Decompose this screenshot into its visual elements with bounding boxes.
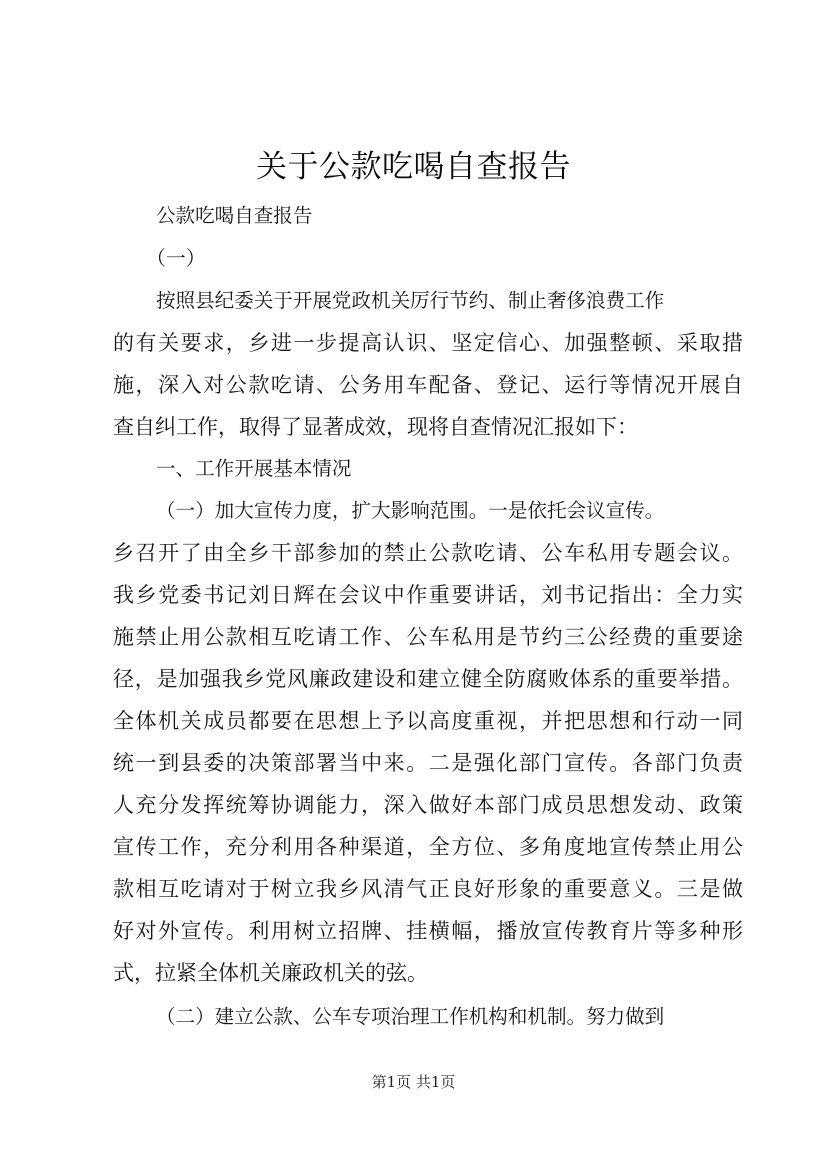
body-line: 统一到县委的决策部署当中来。二是强化部门宣传。各部门负责 bbox=[113, 751, 745, 775]
body-line: 式，拉紧全体机关廉政机关的弦。 bbox=[113, 961, 428, 985]
body-line: 款相互吃请对于树立我乡风清气正良好形象的重要意义。三是做 bbox=[113, 877, 745, 901]
document-title: 关于公款吃喝自查报告 bbox=[256, 149, 571, 185]
body-line: 公款吃喝自查报告 bbox=[156, 204, 313, 227]
body-line: 的有关要求，乡进一步提高认识、坚定信心、加强整顿、采取措 bbox=[113, 331, 745, 355]
page-number-footer: 第1页 共1页 bbox=[371, 1073, 456, 1091]
section-heading: 一、工作开展基本情况 bbox=[156, 457, 352, 480]
body-line: 查自纠工作，取得了显著成效，现将自查情况汇报如下： bbox=[113, 415, 638, 439]
body-line: 全体机关成员都要在思想上予以高度重视，并把思想和行动一同 bbox=[113, 709, 745, 733]
body-line: 好对外宣传。利用树立招牌、挂横幅，播放宣传教育片等多种形 bbox=[113, 919, 745, 943]
body-line: （二）建立公款、公车专项治理工作机构和机制。努力做到 bbox=[156, 1005, 665, 1028]
body-line: 宣传工作，充分利用各种渠道，全方位、多角度地宣传禁止用公 bbox=[113, 835, 745, 859]
body-line: 我乡党委书记刘日辉在会议中作重要讲话，刘书记指出：全力实 bbox=[113, 583, 745, 607]
body-line: 施禁止用公款相互吃请工作、公车私用是节约三公经费的重要途 bbox=[113, 625, 745, 649]
body-line: 人充分发挥统筹协调能力，深入做好本部门成员思想发动、政策 bbox=[113, 793, 745, 817]
body-line: （一） bbox=[146, 247, 206, 270]
body-line: 径，是加强我乡党风廉政建设和建立健全防腐败体系的重要举措。 bbox=[113, 667, 744, 691]
body-line: 按照县纪委关于开展党政机关厉行节约、制止奢侈浪费工作 bbox=[156, 289, 665, 312]
body-line: （一）加大宣传力度，扩大影响范围。一是依托会议宣传。 bbox=[156, 499, 665, 522]
body-line: 施，深入对公款吃请、公务用车配备、登记、运行等情况开展自 bbox=[113, 373, 745, 397]
body-line: 乡召开了由全乡干部参加的禁止公款吃请、公车私用专题会议。 bbox=[113, 541, 745, 565]
